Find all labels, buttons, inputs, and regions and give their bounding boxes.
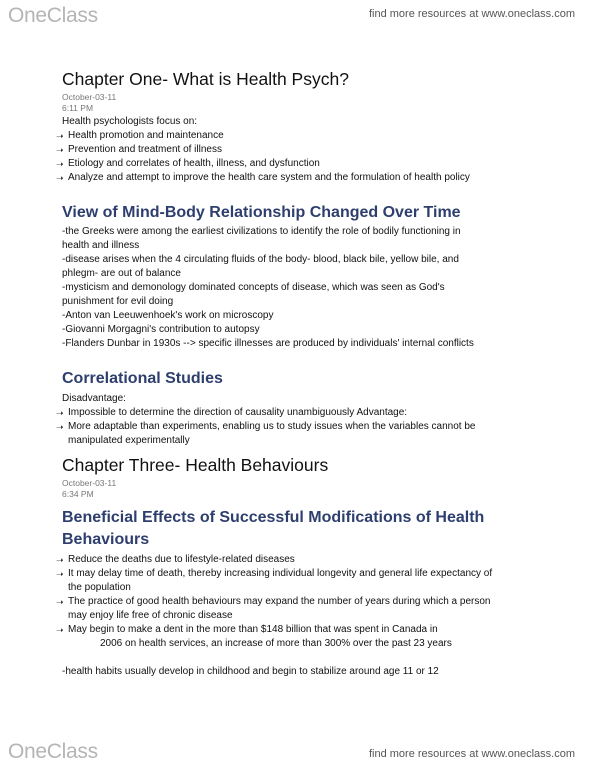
list-item: ➝ Health promotion and maintenance xyxy=(56,130,224,141)
chapter-three-date: October-03-11 xyxy=(62,478,117,488)
list-item: ➝ Reduce the deaths due to lifestyle-related diseases xyxy=(56,554,295,565)
chapter-three-time: 6:34 PM xyxy=(62,489,94,499)
oneclass-logo: OneClass xyxy=(8,4,98,27)
list-item: ➝ Prevention and treatment of illness xyxy=(56,144,222,155)
notes-page xyxy=(56,68,582,679)
bullet-arrow-icon: ➝ xyxy=(56,569,64,579)
mind-body-notes xyxy=(62,225,582,351)
note-line: -Flanders Dunbar in 1930s --> specific illnesses are produced by individuals' internal conflicts xyxy=(62,338,474,349)
health-habits-note: -health habits usually develop in childhood and begin to stabilize around age 11 or 12 xyxy=(62,666,439,677)
focus-list xyxy=(56,129,582,185)
note-line: phlegm- are out of balance xyxy=(62,268,181,279)
disadvantage-label: Disadvantage: xyxy=(62,393,126,404)
note-line: -the Greeks were among the earliest civilizations to identify the role of bodily functioning in xyxy=(62,226,461,237)
note-line: health and illness xyxy=(62,240,140,251)
beneficial-list xyxy=(56,553,582,651)
bullet-arrow-icon: ➝ xyxy=(56,131,64,141)
beneficial-heading: Beneficial Effects of Successful Modifications of Health Behaviours xyxy=(62,509,485,548)
chapter-one-time: 6:11 PM xyxy=(62,103,94,113)
bullet-arrow-icon: ➝ xyxy=(56,422,64,432)
list-item: ➝ Etiology and correlates of health, illness, and dysfunction xyxy=(56,158,320,169)
oneclass-logo: OneClass xyxy=(8,740,98,763)
list-item: ➝ Impossible to determine the direction of causality unambiguously Advantage: xyxy=(56,407,408,418)
chapter-three-title: Chapter Three- Health Behaviours xyxy=(62,455,329,475)
note-line: -Giovanni Morgagni's contribution to autopsy xyxy=(62,324,260,335)
list-item: ➝ Analyze and attempt to improve the health care system and the formulation of health policy xyxy=(56,172,470,183)
chapter-one-title: Chapter One- What is Health Psych? xyxy=(62,69,349,89)
correlational-list xyxy=(56,406,582,448)
bullet-arrow-icon: ➝ xyxy=(56,408,64,418)
bullet-arrow-icon: ➝ xyxy=(56,555,64,565)
bullet-arrow-icon: ➝ xyxy=(56,173,64,183)
list-item: ➝ The practice of good health behaviours may expand the number of years during which a person may enjoy life free of chronic disease xyxy=(56,596,491,621)
chapter-one-intro: Health psychologists focus on: xyxy=(62,116,198,127)
bullet-arrow-icon: ➝ xyxy=(56,145,64,155)
note-line: -Anton van Leeuwenhoek's work on microscopy xyxy=(62,310,274,321)
list-item: ➝ May begin to make a dent in the more than $148 billion that was spent in Canada in 2006 on health services, an increase of more than 300% over the past 23 years xyxy=(56,624,452,649)
chapter-one-date: October-03-11 xyxy=(62,92,117,102)
mind-body-heading: View of Mind-Body Relationship Changed Over Time xyxy=(62,204,461,221)
list-item: ➝ It may delay time of death, thereby increasing individual longevity and general life expectancy of the population xyxy=(56,568,493,593)
list-item: ➝ More adaptable than experiments, enabling us to study issues when the variables cannot be manipulated experimentally xyxy=(56,421,476,446)
bullet-arrow-icon: ➝ xyxy=(56,159,64,169)
bullet-arrow-icon: ➝ xyxy=(56,597,64,607)
note-line: punishment for evil doing xyxy=(62,296,174,307)
promo-link[interactable]: find more resources at www.oneclass.com xyxy=(368,8,575,20)
note-line: -disease arises when the 4 circulating fluids of the body- blood, black bile, yellow bile, and xyxy=(62,254,459,265)
promo-link[interactable]: find more resources at www.oneclass.com xyxy=(368,748,575,760)
bullet-arrow-icon: ➝ xyxy=(56,625,64,635)
correlational-heading: Correlational Studies xyxy=(62,370,223,387)
note-line: -mysticism and demonology dominated concepts of disease, which was seen as God's xyxy=(62,282,445,293)
